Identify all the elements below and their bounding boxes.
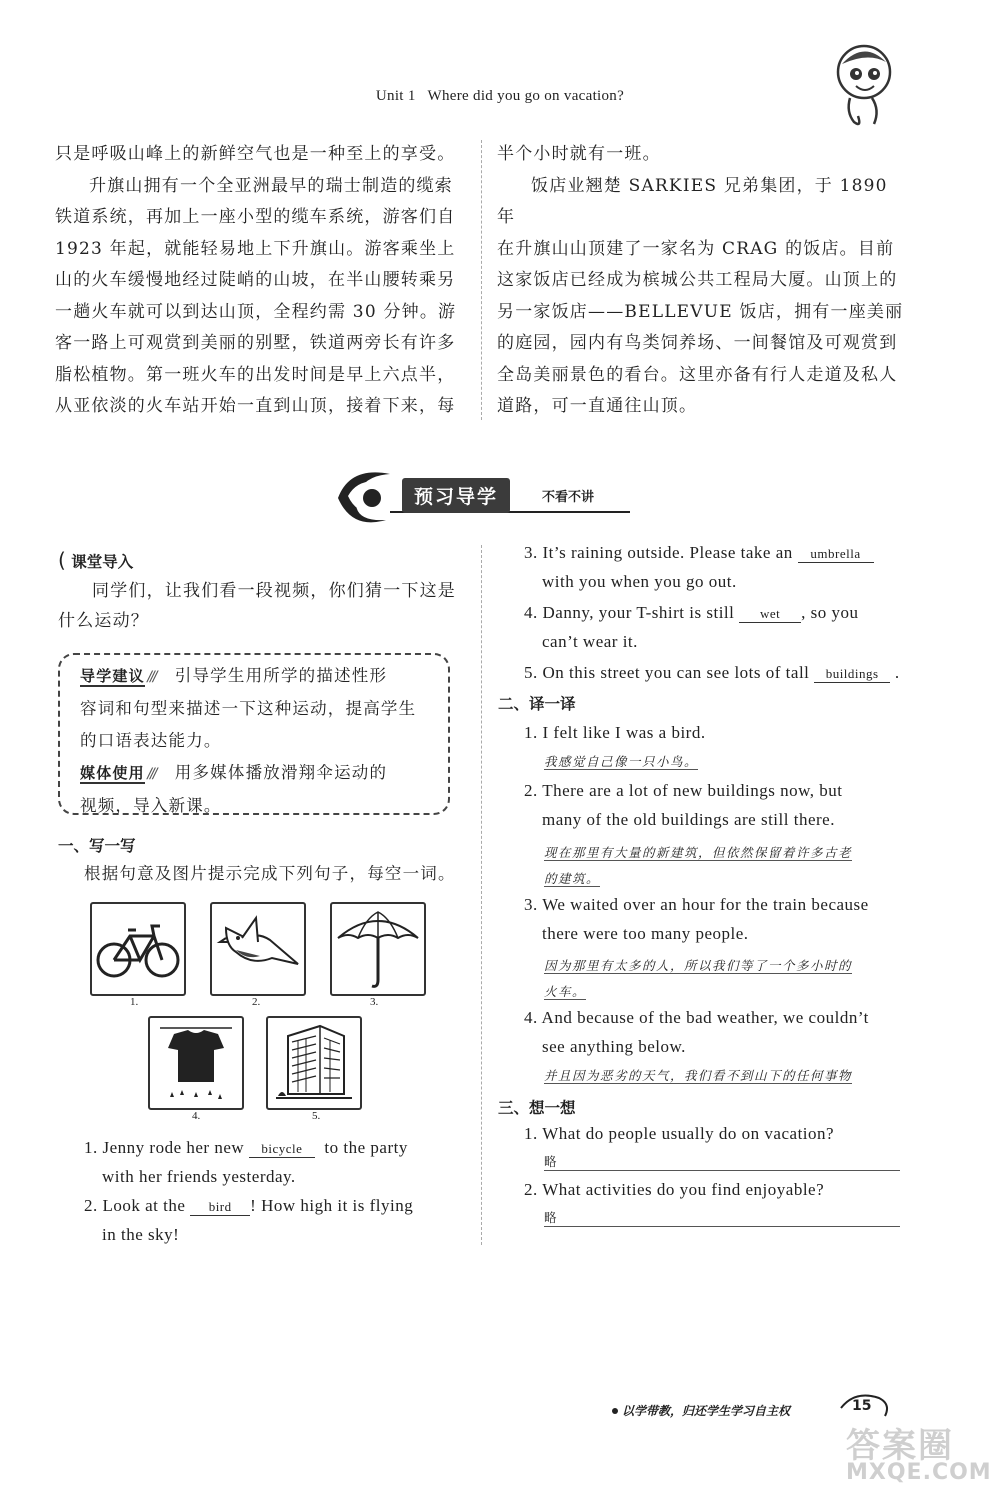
answer-line: 并且因为恶劣的天气，我们看不到山下的任何事物 <box>544 1068 853 1083</box>
reading-line: 1923 年起，就能轻易地上下升旗山。游客乘坐上 <box>55 238 456 259</box>
reading-line: 在升旗山山顶建了一家名为 CRAG 的饭店。目前 <box>497 238 895 259</box>
watermark-logo: 答案圈 <box>846 1426 954 1466</box>
part2-s3: 3. We waited over an hour for the train because there were too many people. <box>524 895 869 943</box>
part1-q3: 3. It’s raining outside. Please take an umbrella with you when you go out. <box>524 538 904 596</box>
reading-line: 另一家饭店——BELLEVUE 饭店，拥有一座美丽 <box>497 301 904 322</box>
reading-right-column <box>497 139 907 423</box>
footer-slogan: 以学带教，归还学生学习自主权 <box>622 1404 791 1418</box>
answer-blank: buildings <box>814 666 890 683</box>
part3-q2: 2. What activities do you find enjoyable? <box>524 1180 825 1199</box>
answer-line: 因为那里有太多的人，所以我们等了一个多小时的 火车。 <box>544 958 853 999</box>
reading-line: 客一路上可观赏到美丽的别墅，铁道两旁长有许多 <box>55 333 456 353</box>
reading-line: 一趟火车就可以到达山顶，全程约需 30 分钟。游 <box>55 301 457 322</box>
part1-q5: 5. On this street you can see lots of tall buildings . <box>524 663 900 682</box>
reading-line: 的庭园，园内有鸟类饲养场、一间餐馆及可观赏到 <box>497 333 898 353</box>
reading-line: 只是呼吸山峰上的新鲜空气也是一种至上的享受。 <box>55 144 456 164</box>
column-divider <box>481 140 482 420</box>
part2-s4: 4. And because of the bad weather, we couldn’t see anything below. <box>524 1008 869 1056</box>
tip-label: 媒体使用 <box>80 764 145 782</box>
answer-line: 略 <box>544 1152 900 1171</box>
buildings-icon <box>266 1016 362 1110</box>
reading-line: 全岛美丽景色的看台。这里亦备有行人走道及私人 <box>497 364 898 385</box>
unit-title: Where did you go on vacation? <box>427 88 625 104</box>
intro-text: 同学们，让我们看一段视频，你们猜一下这是 什么运动？ <box>58 581 456 631</box>
wet-tshirt-icon <box>148 1016 244 1110</box>
image-number: 1. <box>130 996 139 1008</box>
reading-line: 半个小时就有一班。 <box>497 144 661 164</box>
banner-title: 预习导学 <box>402 478 510 513</box>
part1-q1: 1. Jenny rode her new bicycle to the party with her friends yesterday. <box>84 1138 408 1186</box>
section-banner <box>330 460 650 530</box>
reading-line: 升旗山拥有一个全亚洲最早的瑞士制造的缆索 <box>89 175 453 196</box>
umbrella-icon <box>330 902 426 996</box>
reading-line: 铁道系统，再加上一座小型的缆车系统，游客们自 <box>55 207 456 227</box>
answer-line: 现在那里有大量的新建筑，但依然保留着许多古老 的建筑。 <box>544 845 853 886</box>
part1-q4: 4. Danny, your T-shirt is still wet , so you can’t wear it. <box>524 603 859 651</box>
bird-icon <box>210 902 306 996</box>
reading-left-column <box>55 139 465 423</box>
reading-line: 脂松植物。第一班火车的出发时间是早上六点半， <box>55 364 456 385</box>
bicycle-icon <box>90 902 186 996</box>
answer-line: 略 <box>544 1208 900 1227</box>
column-divider <box>481 545 482 1245</box>
mascot-icon <box>828 36 898 132</box>
image-number: 4. <box>192 1110 201 1122</box>
reading-line: 山的火车缓慢地经过陡峭的山坡，在半山腰转乘另 <box>55 270 456 290</box>
page-number: 15 <box>852 1398 872 1414</box>
reading-line: 从亚依淡的火车站开始一直到山顶，接着下来，每 <box>55 396 456 416</box>
answer-blank: bird <box>190 1199 250 1216</box>
image-number: 3. <box>370 996 379 1008</box>
answer-blank: umbrella <box>798 546 874 563</box>
answer-line: 我感觉自己像一只小鸟。 <box>544 754 699 769</box>
watermark-url: MXQE.COM <box>846 1460 992 1485</box>
unit-label: Unit 1 <box>375 88 416 104</box>
part3-q1: 1. What do people usually do on vacation? <box>524 1124 835 1143</box>
tips-content: 导学建议 /// 引导学生用所学的描述性形 容词和句型来描述一下这种运动，提高学生 的口语表达能力。 媒体使用 /// 用多媒体播放滑翔伞运动的 视频，导入新课。 <box>80 666 417 815</box>
tip-label: 导学建议 <box>80 667 145 685</box>
reading-line: 饭店业翘楚 SARKIES 兄弟集团，于 1890 年 <box>497 175 888 227</box>
part1-heading: 一、写一写 <box>58 837 136 855</box>
intro-heading: ( 课堂导入 <box>58 548 134 572</box>
answer-blank: wet <box>739 606 801 623</box>
part2-s1: 1. I felt like I was a bird. <box>524 723 706 742</box>
image-number: 5. <box>312 1110 321 1122</box>
part3-heading: 三、想一想 <box>498 1099 576 1117</box>
banner-subtitle: 不看不讲 <box>542 490 595 505</box>
footer-bullet-icon <box>612 1408 618 1414</box>
part1-q2: 2. Look at the bird ! How high it is flying in the sky! <box>84 1196 414 1244</box>
part2-s2: 2. There are a lot of new buildings now, but many of the old buildings are still there. <box>524 781 843 829</box>
part2-heading: 二、译一译 <box>498 695 576 713</box>
answer-blank: bicycle <box>249 1141 315 1158</box>
reading-line: 道路，可一直通往山顶。 <box>497 396 698 416</box>
part1-instruction: 根据句意及图片提示完成下列句子，每空一词。 <box>84 864 456 883</box>
image-number: 2. <box>252 996 261 1008</box>
reading-line: 这家饭店已经成为槟城公共工程局大厦。山顶上的 <box>497 270 898 290</box>
